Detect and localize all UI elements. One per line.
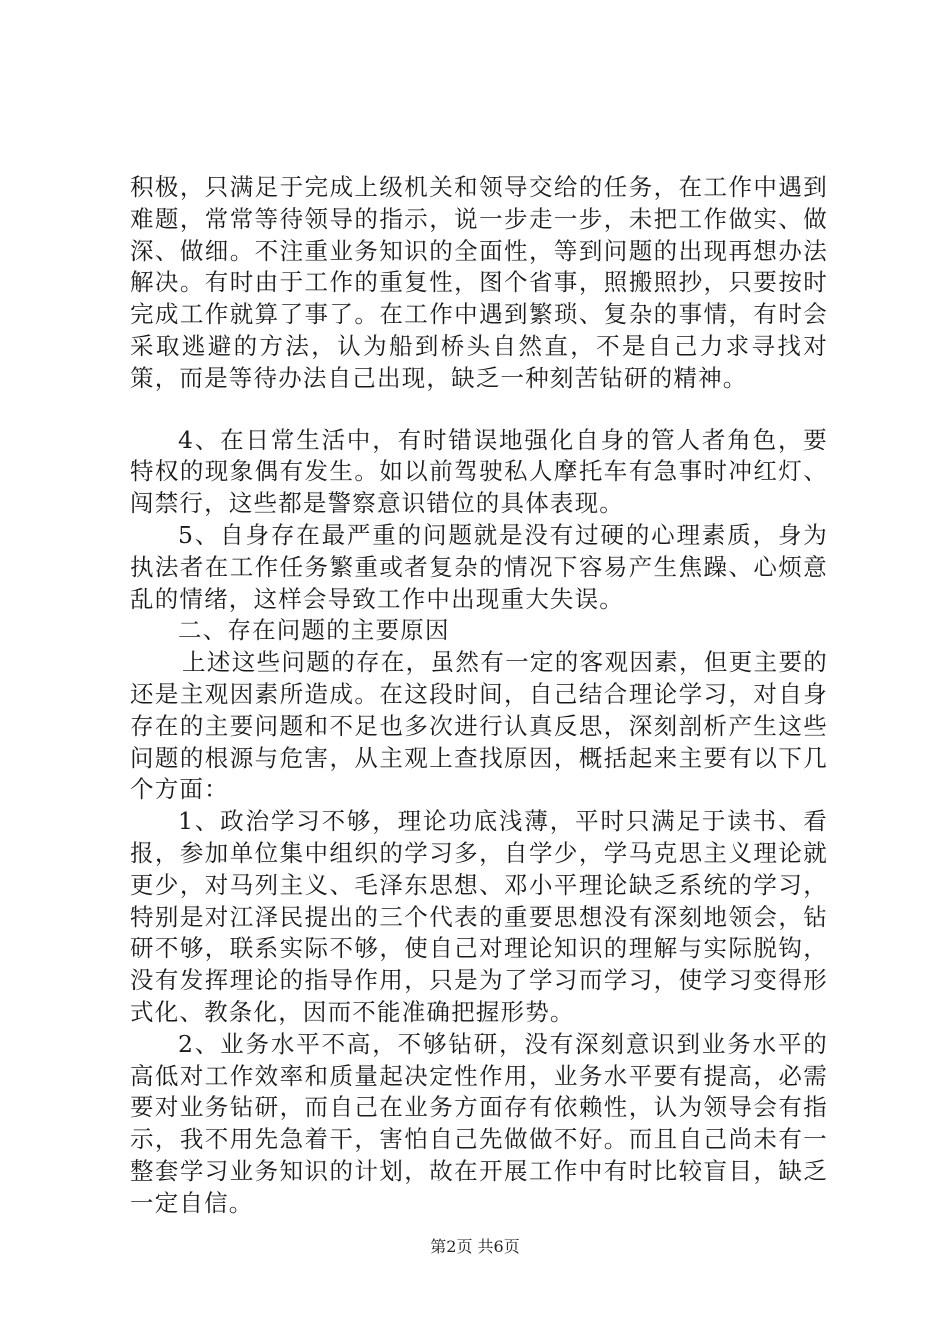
page-footer: 第2页 共6页 xyxy=(430,1237,520,1256)
section-heading-causes: 二、存在问题的主要原因 xyxy=(178,616,450,645)
paragraph-item-4: 4、在日常生活中，有时错误地强化自身的管人者角色，要特权的现象偶有发生。如以前驾驶私人摩托车有急事时冲红灯、闯禁行，这些都是警察意识错位的具体表现。 xyxy=(130,425,828,518)
paragraph-causes-intro: 上述这些问题的存在，虽然有一定的客观因素，但更主要的还是主观因素所造成。在这段时间，自己结合理论学习，对自身存在的主要问题和不足也多次进行认真反思，深刻剖析产生这些问题的根源与危害，从主观上查找原因，概括起来主要有以下几个方面： xyxy=(130,648,828,804)
document-body xyxy=(130,172,828,1220)
paragraph-cause-2: 2、业务水平不高，不够钻研，没有深刻意识到业务水平的高低对工作效率和质量起决定性作用，业务水平要有提高，必需要对业务钻研，而自己在业务方面存有依赖性，认为领导会有指示，我不用先急着干，害怕自己先做做不好。而且自己尚未有一整套学习业务知识的计划，故在开展工作中有时比较盲目，缺乏一定自信。 xyxy=(130,1029,828,1217)
paragraph-cause-1: 1、政治学习不够，理论功底浅薄，平时只满足于读书、看报，参加单位集中组织的学习多，自学少，学马克思主义理论就更少，对马列主义、毛泽东思想、邓小平理论缺乏系统的学习，特别是对江泽民提出的三个代表的重要思想没有深刻地领会，钻研不够，联系实际不够，使自己对理论知识的理解与实际脱钩，没有发挥理论的指导作用，只是为了学习而学习，使学习变得形式化、教条化，因而不能准确把握形势。 xyxy=(130,807,828,1026)
paragraph-item-5: 5、自身存在最严重的问题就是没有过硬的心理素质，身为执法者在工作任务繁重或者复杂的情况下容易产生焦躁、心烦意乱的情绪，这样会导致工作中出现重大失误。 xyxy=(130,520,828,613)
paragraph-continuation: 积极，只满足于完成上级机关和领导交给的任务，在工作中遇到难题，常常等待领导的指示，说一步走一步，未把工作做实、做深、做细。不注重业务知识的全面性，等到问题的出现再想办法解决。有时由于工作的重复性，图个省事，照搬照抄，只要按时完成工作就算了事了。在工作中遇到繁琐、复杂的事情，有时会采取逃避的方法，认为船到桥头自然直，不是自己力求寻找对策，而是等待办法自己出现，缺乏一种刻苦钻研的精神。 xyxy=(130,173,828,392)
